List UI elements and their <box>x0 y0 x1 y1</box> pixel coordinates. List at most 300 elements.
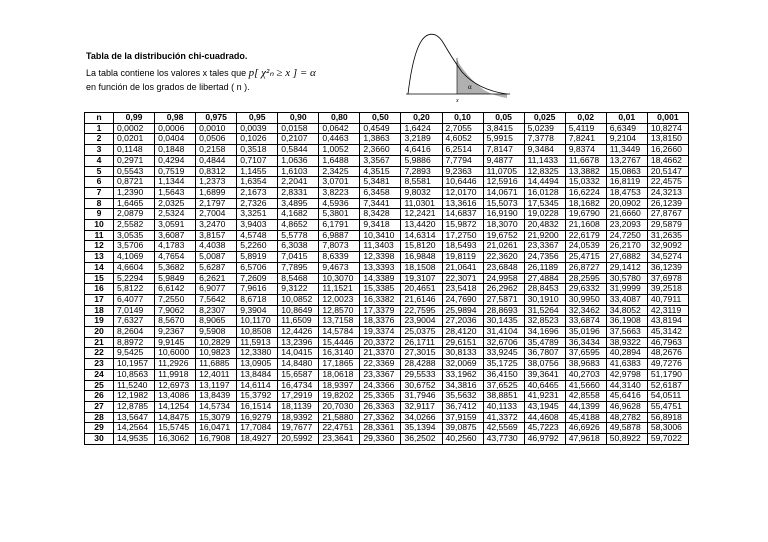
critical-value-cell: 5,8919 <box>237 252 278 263</box>
critical-value-cell: 43,1945 <box>524 401 565 412</box>
critical-value-cell: 4,4038 <box>196 241 237 252</box>
critical-value-cell: 6,3458 <box>360 187 401 198</box>
critical-value-cell: 16,3140 <box>319 348 360 359</box>
critical-value-cell: 0,0642 <box>319 123 360 134</box>
critical-value-cell: 0,0006 <box>155 123 196 134</box>
critical-value-cell: 40,2894 <box>606 348 647 359</box>
alpha-column-header: 0,10 <box>442 113 483 124</box>
critical-value-cell: 21,0641 <box>442 262 483 273</box>
critical-value-cell: 8,3428 <box>360 209 401 220</box>
critical-value-cell: 5,2260 <box>237 241 278 252</box>
critical-value-cell: 28,3361 <box>360 423 401 434</box>
critical-value-cell: 0,4463 <box>319 134 360 145</box>
alpha-column-header: 0,80 <box>319 113 360 124</box>
critical-value-cell: 1,6488 <box>319 155 360 166</box>
critical-value-cell: 0,5543 <box>114 166 155 177</box>
critical-value-cell: 17,1865 <box>319 359 360 370</box>
table-row <box>85 391 689 402</box>
critical-value-cell: 25,9894 <box>442 305 483 316</box>
critical-value-cell: 4,1069 <box>114 252 155 263</box>
critical-value-cell: 3,3251 <box>237 209 278 220</box>
critical-value-cell: 44,1399 <box>565 401 606 412</box>
degrees-of-freedom-cell: 3 <box>85 145 114 156</box>
critical-value-cell: 22,7595 <box>401 305 442 316</box>
critical-value-cell: 13,8484 <box>237 369 278 380</box>
degrees-of-freedom-cell: 9 <box>85 209 114 220</box>
critical-value-cell: 46,6926 <box>565 423 606 434</box>
critical-value-cell: 39,3641 <box>524 369 565 380</box>
critical-value-cell: 3,3567 <box>360 155 401 166</box>
critical-value-cell: 7,0149 <box>114 305 155 316</box>
critical-value-cell: 20,5992 <box>278 434 319 445</box>
critical-value-cell: 17,5345 <box>524 198 565 209</box>
table-row <box>85 369 689 380</box>
critical-value-cell: 54,0511 <box>647 391 688 402</box>
critical-value-cell: 19,7677 <box>278 423 319 434</box>
critical-value-cell: 21,3370 <box>360 348 401 359</box>
critical-value-cell: 17,3379 <box>360 305 401 316</box>
critical-value-cell: 3,2189 <box>401 134 442 145</box>
critical-value-cell: 32,6706 <box>483 337 524 348</box>
critical-value-cell: 42,9798 <box>606 369 647 380</box>
critical-value-cell: 7,7895 <box>278 262 319 273</box>
table-row <box>85 198 689 209</box>
critical-value-cell: 51,1790 <box>647 369 688 380</box>
critical-value-cell: 5,8122 <box>114 284 155 295</box>
critical-value-cell: 8,6718 <box>237 294 278 305</box>
critical-value-cell: 18,1508 <box>401 262 442 273</box>
critical-value-cell: 12,5916 <box>483 177 524 188</box>
critical-value-cell: 7,0415 <box>278 252 319 263</box>
critical-value-cell: 0,7107 <box>237 155 278 166</box>
critical-value-cell: 34,3816 <box>442 380 483 391</box>
critical-value-cell: 46,9628 <box>606 401 647 412</box>
critical-value-cell: 5,0087 <box>196 252 237 263</box>
critical-value-cell: 9,5908 <box>196 327 237 338</box>
table-row <box>85 123 689 134</box>
critical-value-cell: 14,0671 <box>483 187 524 198</box>
critical-value-cell: 36,1908 <box>606 316 647 327</box>
critical-value-cell: 26,2170 <box>606 241 647 252</box>
critical-value-cell: 0,8721 <box>114 177 155 188</box>
critical-value-cell: 27,3015 <box>401 348 442 359</box>
critical-value-cell: 13,3616 <box>442 198 483 209</box>
critical-value-cell: 29,6151 <box>442 337 483 348</box>
critical-value-cell: 29,1412 <box>606 262 647 273</box>
critical-value-cell: 40,6465 <box>524 380 565 391</box>
critical-value-cell: 30,8133 <box>442 348 483 359</box>
critical-value-cell: 5,4119 <box>565 123 606 134</box>
critical-value-cell: 20,3372 <box>360 337 401 348</box>
description-line-2: en función de los grados de libertad ( n ). <box>86 82 250 92</box>
critical-value-cell: 0,0010 <box>196 123 237 134</box>
critical-value-cell: 40,2560 <box>442 434 483 445</box>
critical-value-cell: 3,2470 <box>196 220 237 231</box>
critical-value-cell: 5,3801 <box>319 209 360 220</box>
critical-value-cell: 1,1344 <box>155 177 196 188</box>
critical-value-cell: 0,0158 <box>278 123 319 134</box>
critical-value-cell: 6,5706 <box>237 262 278 273</box>
critical-value-cell: 38,8851 <box>483 391 524 402</box>
critical-value-cell: 28,8453 <box>524 284 565 295</box>
table-row <box>85 166 689 177</box>
critical-value-cell: 7,8073 <box>319 241 360 252</box>
critical-value-cell: 14,5734 <box>196 401 237 412</box>
critical-value-cell: 28,4288 <box>401 359 442 370</box>
table-row <box>85 327 689 338</box>
critical-value-cell: 34,1696 <box>524 327 565 338</box>
table-row <box>85 177 689 188</box>
degrees-of-freedom-cell: 22 <box>85 348 114 359</box>
critical-value-cell: 45,3142 <box>647 327 688 338</box>
critical-value-cell: 14,3389 <box>360 273 401 284</box>
critical-value-cell: 12,6973 <box>155 380 196 391</box>
critical-value-cell: 10,8649 <box>278 305 319 316</box>
critical-value-cell: 4,7654 <box>155 252 196 263</box>
critical-value-cell: 41,6383 <box>606 359 647 370</box>
probability-formula: p[ χ²ₙ ≥ x ] = α <box>248 67 316 79</box>
critical-value-cell: 6,9887 <box>319 230 360 241</box>
critical-value-cell: 5,3481 <box>360 177 401 188</box>
degrees-of-freedom-cell: 12 <box>85 241 114 252</box>
critical-value-cell: 5,9886 <box>401 155 442 166</box>
critical-value-cell: 0,4294 <box>155 155 196 166</box>
critical-value-cell: 32,9092 <box>647 241 688 252</box>
critical-value-cell: 2,7326 <box>237 198 278 209</box>
degrees-of-freedom-cell: 14 <box>85 262 114 273</box>
critical-value-cell: 12,0170 <box>442 187 483 198</box>
critical-value-cell: 7,6327 <box>114 316 155 327</box>
critical-value-cell: 2,0325 <box>155 198 196 209</box>
critical-value-cell: 12,1982 <box>114 391 155 402</box>
critical-value-cell: 13,4086 <box>155 391 196 402</box>
critical-value-cell: 5,9915 <box>483 134 524 145</box>
critical-value-cell: 10,8508 <box>237 327 278 338</box>
critical-value-cell: 52,6187 <box>647 380 688 391</box>
critical-value-cell: 5,5778 <box>278 230 319 241</box>
critical-value-cell: 11,6509 <box>278 316 319 327</box>
critical-value-cell: 26,1189 <box>524 262 565 273</box>
alpha-column-header: 0,98 <box>155 113 196 124</box>
critical-value-cell: 16,8119 <box>606 177 647 188</box>
critical-value-cell: 39,2518 <box>647 284 688 295</box>
critical-value-cell: 13,2767 <box>606 155 647 166</box>
critical-value-cell: 34,8052 <box>606 305 647 316</box>
table-row <box>85 401 689 412</box>
degrees-of-freedom-cell: 24 <box>85 369 114 380</box>
critical-value-cell: 19,8202 <box>319 391 360 402</box>
critical-value-cell: 16,6224 <box>565 187 606 198</box>
critical-value-cell: 45,7223 <box>524 423 565 434</box>
critical-value-cell: 25,3365 <box>360 391 401 402</box>
critical-value-cell: 23,9004 <box>401 316 442 327</box>
critical-value-cell: 34,5274 <box>647 252 688 263</box>
critical-value-cell: 0,0506 <box>196 134 237 145</box>
critical-value-cell: 2,3425 <box>319 166 360 177</box>
critical-value-cell: 17,2750 <box>442 230 483 241</box>
critical-value-cell: 13,3882 <box>565 166 606 177</box>
critical-value-cell: 49,7276 <box>647 359 688 370</box>
critical-value-cell: 19,6790 <box>565 209 606 220</box>
critical-value-cell: 27,4884 <box>524 273 565 284</box>
critical-value-cell: 1,6465 <box>114 198 155 209</box>
critical-value-cell: 18,3376 <box>360 316 401 327</box>
critical-value-cell: 0,2107 <box>278 134 319 145</box>
critical-value-cell: 4,5936 <box>319 198 360 209</box>
critical-value-cell: 41,3372 <box>483 412 524 423</box>
critical-value-cell: 50,8922 <box>606 434 647 445</box>
critical-value-cell: 4,6052 <box>442 134 483 145</box>
critical-value-cell: 36,7807 <box>524 348 565 359</box>
critical-value-cell: 1,0636 <box>278 155 319 166</box>
critical-value-cell: 16,9279 <box>237 412 278 423</box>
alpha-column-header: 0,975 <box>196 113 237 124</box>
degrees-of-freedom-cell: 21 <box>85 337 114 348</box>
critical-value-cell: 13,8150 <box>647 134 688 145</box>
critical-value-cell: 10,3410 <box>360 230 401 241</box>
degrees-of-freedom-cell: 18 <box>85 305 114 316</box>
critical-value-cell: 24,0539 <box>565 241 606 252</box>
critical-value-cell: 9,4877 <box>483 155 524 166</box>
critical-value-cell: 20,7030 <box>319 401 360 412</box>
critical-value-cell: 15,8120 <box>401 241 442 252</box>
degrees-of-freedom-cell: 11 <box>85 230 114 241</box>
alpha-column-header: 0,02 <box>565 113 606 124</box>
critical-value-cell: 20,0902 <box>606 198 647 209</box>
alpha-column-header: 0,99 <box>114 113 155 124</box>
alpha-column-header: 0,05 <box>483 113 524 124</box>
critical-value-cell: 18,3070 <box>483 220 524 231</box>
critical-value-cell: 20,5147 <box>647 166 688 177</box>
table-row <box>85 273 689 284</box>
critical-value-cell: 15,3079 <box>196 412 237 423</box>
critical-value-cell: 27,5871 <box>483 294 524 305</box>
critical-value-cell: 22,4575 <box>647 177 688 188</box>
critical-value-cell: 5,6287 <box>196 262 237 273</box>
critical-value-cell: 12,3398 <box>360 252 401 263</box>
critical-value-cell: 14,5784 <box>319 327 360 338</box>
critical-value-cell: 16,0128 <box>524 187 565 198</box>
critical-value-cell: 13,3393 <box>360 262 401 273</box>
critical-value-cell: 16,1514 <box>237 401 278 412</box>
critical-value-cell: 3,9403 <box>237 220 278 231</box>
critical-value-cell: 0,2158 <box>196 145 237 156</box>
critical-value-cell: 1,1455 <box>237 166 278 177</box>
table-row <box>85 284 689 295</box>
critical-value-cell: 21,0261 <box>483 241 524 252</box>
critical-value-cell: 42,5569 <box>483 423 524 434</box>
critical-value-cell: 32,9117 <box>401 401 442 412</box>
critical-value-cell: 9,5425 <box>114 348 155 359</box>
critical-value-cell: 12,4011 <box>196 369 237 380</box>
critical-value-cell: 5,9849 <box>155 273 196 284</box>
table-row <box>85 134 689 145</box>
degrees-of-freedom-cell: 13 <box>85 252 114 263</box>
table-row <box>85 220 689 231</box>
critical-value-cell: 10,1170 <box>237 316 278 327</box>
critical-value-cell: 21,6146 <box>401 294 442 305</box>
critical-value-cell: 8,9065 <box>196 316 237 327</box>
critical-value-cell: 15,5073 <box>483 198 524 209</box>
critical-value-cell: 18,1139 <box>278 401 319 412</box>
critical-value-cell: 8,2604 <box>114 327 155 338</box>
critical-value-cell: 16,3382 <box>360 294 401 305</box>
critical-value-cell: 33,4087 <box>606 294 647 305</box>
critical-value-cell: 6,9077 <box>196 284 237 295</box>
critical-value-cell: 1,2373 <box>196 177 237 188</box>
critical-value-cell: 12,8785 <box>114 401 155 412</box>
critical-value-cell: 38,0756 <box>524 359 565 370</box>
alpha-column-header: 0,01 <box>606 113 647 124</box>
critical-value-cell: 13,8439 <box>196 391 237 402</box>
critical-value-cell: 0,4844 <box>196 155 237 166</box>
critical-value-cell: 2,7004 <box>196 209 237 220</box>
critical-value-cell: 33,9245 <box>483 348 524 359</box>
critical-value-cell: 35,1394 <box>401 423 442 434</box>
critical-value-cell: 31,4104 <box>483 327 524 338</box>
critical-value-cell: 12,8325 <box>524 166 565 177</box>
critical-value-cell: 13,0905 <box>237 359 278 370</box>
critical-value-cell: 14,1254 <box>155 401 196 412</box>
critical-value-cell: 15,3792 <box>237 391 278 402</box>
critical-value-cell: 16,9848 <box>401 252 442 263</box>
critical-value-cell: 7,3778 <box>524 134 565 145</box>
critical-value-cell: 12,3380 <box>237 348 278 359</box>
critical-value-cell: 2,8331 <box>278 187 319 198</box>
critical-value-cell: 11,6678 <box>565 155 606 166</box>
critical-value-cell: 9,8374 <box>565 145 606 156</box>
table-row <box>85 359 689 370</box>
critical-value-cell: 40,2703 <box>565 369 606 380</box>
critical-value-cell: 32,0069 <box>442 359 483 370</box>
critical-value-cell: 26,2962 <box>483 284 524 295</box>
critical-value-cell: 35,5632 <box>442 391 483 402</box>
critical-value-cell: 48,2676 <box>647 348 688 359</box>
critical-value-cell: 8,6339 <box>319 252 360 263</box>
critical-value-cell: 5,0239 <box>524 123 565 134</box>
critical-value-cell: 3,4895 <box>278 198 319 209</box>
table-row <box>85 434 689 445</box>
critical-value-cell: 3,0591 <box>155 220 196 231</box>
x-label: x <box>456 98 459 104</box>
critical-value-cell: 37,6595 <box>565 348 606 359</box>
critical-value-cell: 4,3515 <box>360 166 401 177</box>
critical-value-cell: 23,3367 <box>360 369 401 380</box>
degrees-of-freedom-cell: 6 <box>85 177 114 188</box>
critical-value-cell: 45,4188 <box>565 412 606 423</box>
critical-value-cell: 16,0471 <box>196 423 237 434</box>
degrees-of-freedom-cell: 30 <box>85 434 114 445</box>
critical-value-cell: 4,1682 <box>278 209 319 220</box>
critical-value-cell: 36,1239 <box>647 262 688 273</box>
critical-value-cell: 10,9823 <box>196 348 237 359</box>
critical-value-cell: 3,8415 <box>483 123 524 134</box>
critical-value-cell: 0,4549 <box>360 123 401 134</box>
critical-value-cell: 25,0375 <box>401 327 442 338</box>
degrees-of-freedom-cell: 2 <box>85 134 114 145</box>
alpha-column-header: 0,001 <box>647 113 688 124</box>
critical-value-cell: 15,4446 <box>319 337 360 348</box>
critical-value-cell: 13,5647 <box>114 412 155 423</box>
critical-value-cell: 1,5643 <box>155 187 196 198</box>
alpha-column-header: 0,50 <box>360 113 401 124</box>
critical-value-cell: 21,5880 <box>319 412 360 423</box>
critical-value-cell: 0,1148 <box>114 145 155 156</box>
critical-value-cell: 31,5264 <box>524 305 565 316</box>
degrees-of-freedom-cell: 15 <box>85 273 114 284</box>
critical-value-cell: 8,5670 <box>155 316 196 327</box>
critical-value-cell: 12,4426 <box>278 327 319 338</box>
critical-value-cell: 26,1711 <box>401 337 442 348</box>
critical-value-cell: 21,6660 <box>606 209 647 220</box>
critical-value-cell: 13,7158 <box>319 316 360 327</box>
alpha-column-header: 0,95 <box>237 113 278 124</box>
critical-value-cell: 1,6354 <box>237 177 278 188</box>
critical-value-cell: 2,0879 <box>114 209 155 220</box>
critical-value-cell: 12,8570 <box>319 305 360 316</box>
critical-value-cell: 0,1026 <box>237 134 278 145</box>
critical-value-cell: 7,2550 <box>155 294 196 305</box>
critical-value-cell: 16,4734 <box>278 380 319 391</box>
critical-value-cell: 5,3682 <box>155 262 196 273</box>
table-row <box>85 262 689 273</box>
critical-value-cell: 29,5879 <box>647 220 688 231</box>
critical-value-cell: 4,1783 <box>155 241 196 252</box>
alpha-column-header: 0,90 <box>278 113 319 124</box>
critical-value-cell: 15,9872 <box>442 220 483 231</box>
critical-value-cell: 46,7963 <box>647 337 688 348</box>
table-row <box>85 155 689 166</box>
critical-value-cell: 26,3363 <box>360 401 401 412</box>
critical-value-cell: 14,2564 <box>114 423 155 434</box>
critical-value-cell: 40,7911 <box>647 294 688 305</box>
degrees-of-freedom-cell: 20 <box>85 327 114 338</box>
critical-value-cell: 18,0618 <box>319 369 360 380</box>
degrees-of-freedom-cell: 4 <box>85 155 114 166</box>
critical-value-cell: 0,0201 <box>114 134 155 145</box>
critical-value-cell: 36,3434 <box>565 337 606 348</box>
critical-value-cell: 0,0404 <box>155 134 196 145</box>
critical-value-cell: 11,5913 <box>237 337 278 348</box>
critical-value-cell: 30,5780 <box>606 273 647 284</box>
critical-value-cell: 21,1608 <box>565 220 606 231</box>
critical-value-cell: 6,2514 <box>442 145 483 156</box>
table-row <box>85 187 689 198</box>
table-row <box>85 241 689 252</box>
critical-value-cell: 1,6424 <box>401 123 442 134</box>
table-row <box>85 423 689 434</box>
degrees-of-freedom-cell: 25 <box>85 380 114 391</box>
critical-value-cell: 15,0863 <box>606 166 647 177</box>
critical-value-cell: 29,5533 <box>401 369 442 380</box>
critical-value-cell: 10,8274 <box>647 123 688 134</box>
critical-value-cell: 30,1435 <box>483 316 524 327</box>
critical-value-cell: 28,4120 <box>442 327 483 338</box>
critical-value-cell: 31,7946 <box>401 391 442 402</box>
critical-value-cell: 0,2971 <box>114 155 155 166</box>
critical-value-cell: 40,1133 <box>483 401 524 412</box>
critical-value-cell: 10,6446 <box>442 177 483 188</box>
critical-value-cell: 11,1521 <box>319 284 360 295</box>
alpha-column-header: 0,025 <box>524 113 565 124</box>
critical-value-cell: 11,5240 <box>114 380 155 391</box>
critical-value-cell: 32,3462 <box>565 305 606 316</box>
description-line-1: La tabla contiene los valores x tales que <box>86 68 247 78</box>
critical-value-cell: 18,9392 <box>278 412 319 423</box>
critical-value-cell: 9,3418 <box>360 220 401 231</box>
critical-value-cell: 1,0052 <box>319 145 360 156</box>
critical-value-cell: 11,6885 <box>196 359 237 370</box>
